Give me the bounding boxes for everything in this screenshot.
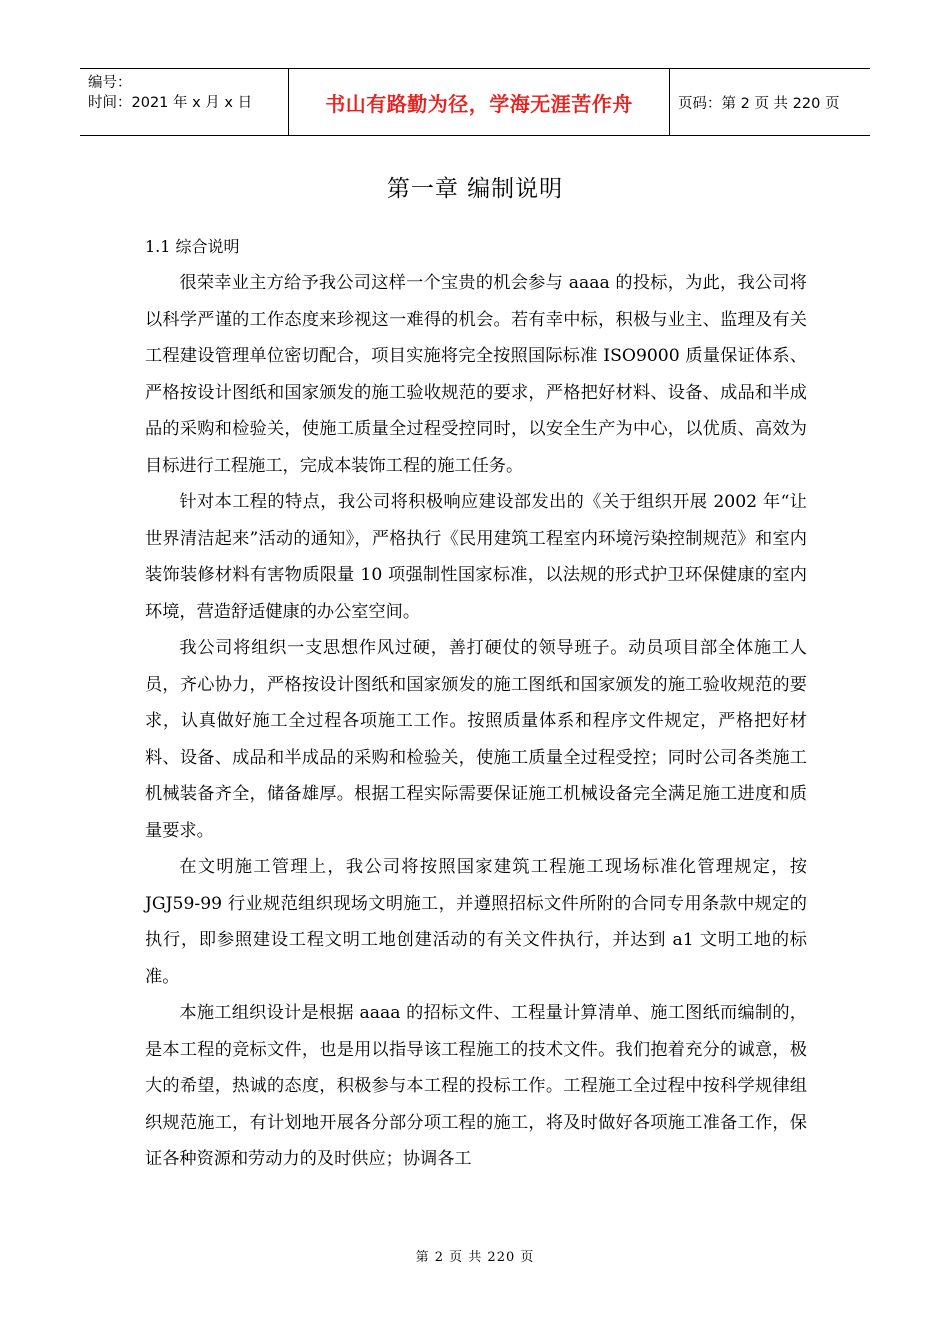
paragraph: 针对本工程的特点，我公司将积极响应建设部发出的《关于组织开展 2002 年“让世界清洁起来”活动的通知》，严格执行《民用建筑工程室内环境污染控制规范》和室内装饰装修材料有害物质限量 10 项强制性国家标准，以法规的形式护卫环保健康的室内环境，营造舒适健康的办公室空间。 [145,492,807,622]
paragraph: 我公司将组织一支思想作风过硬，善打硬仗的领导班子。动员项目部全体施工人员，齐心协力，严格按设计图纸和国家颁发的施工图纸和国家颁发的施工验收规范的要求，认真做好施工全过程各项施工工作。按照质量体系和程序文件规定，严格把好材料、设备、成品和半成品的采购和检验关，使施工质量全过程受控；同时公司各类施工机械装备齐全，储备雄厚。根据工程实际需要保证施工机械设备完全满足施工进度和质量要求。 [145,638,807,841]
header-motto-cell [289,69,670,136]
page-footer: 第 2 页 共 220 页 [415,1250,535,1265]
paragraph: 本施工组织设计是根据 aaaa 的招标文件、工程量计算清单、施工图纸而编制的，是本工程的竞标文件，也是用以指导该工程施工的技术文件。我们抱着充分的诚意，极大的希望，热诚的态度，积极参与本工程的投标工作。工程施工全过程中按科学规律组织规范施工，有计划地开展各分部分项工程的施工，将及时做好各项施工准备工作，保证各种资源和劳动力的及时供应；协调各工 [145,1003,807,1169]
chapter-title: 第一章 编制说明 [386,176,564,202]
header-motto: 书山有路勤为径，学海无涯苦作舟 [325,91,633,116]
section-title: 1.1 综合说明 [145,237,240,256]
paragraph: 很荣幸业主方给予我公司这样一个宝贵的机会参与 aaaa 的投标，为此，我公司将以科学严谨的工作态度来珍视这一难得的机会。若有幸中标，积极与业主、监理及有关工程建设管理单位密切配合，项目实施将完全按照国际标准 ISO9000 质量保证体系、严格按设计图纸和国家颁发的施工验收规范的要求，严格把好材料、设备、成品和半成品的采购和检验关，使施工质量全过程受控同时，以安全生产为中心，以优质、高效为目标进行工程施工，完成本装饰工程的施工任务。 [145,273,807,476]
document-body [145,265,807,1178]
page-header [80,68,870,136]
header-time-label: 时间：2021 年 x 月 x 日 [88,95,253,111]
header-page-info: 页码：第 2 页 共 220 页 [670,69,871,136]
paragraph: 在文明施工管理上，我公司将按照国家建筑工程施工现场标准化管理规定，按 JGJ59-99 行业规范组织现场文明施工，并遵照招标文件所附的合同专用条款中规定的执行，即参照建设工程文明工地创建活动的有关文件执行，并达到 a1 文明工地的标准。 [145,857,807,987]
header-meta [80,69,289,136]
header-code-label: 编号： [88,75,132,91]
